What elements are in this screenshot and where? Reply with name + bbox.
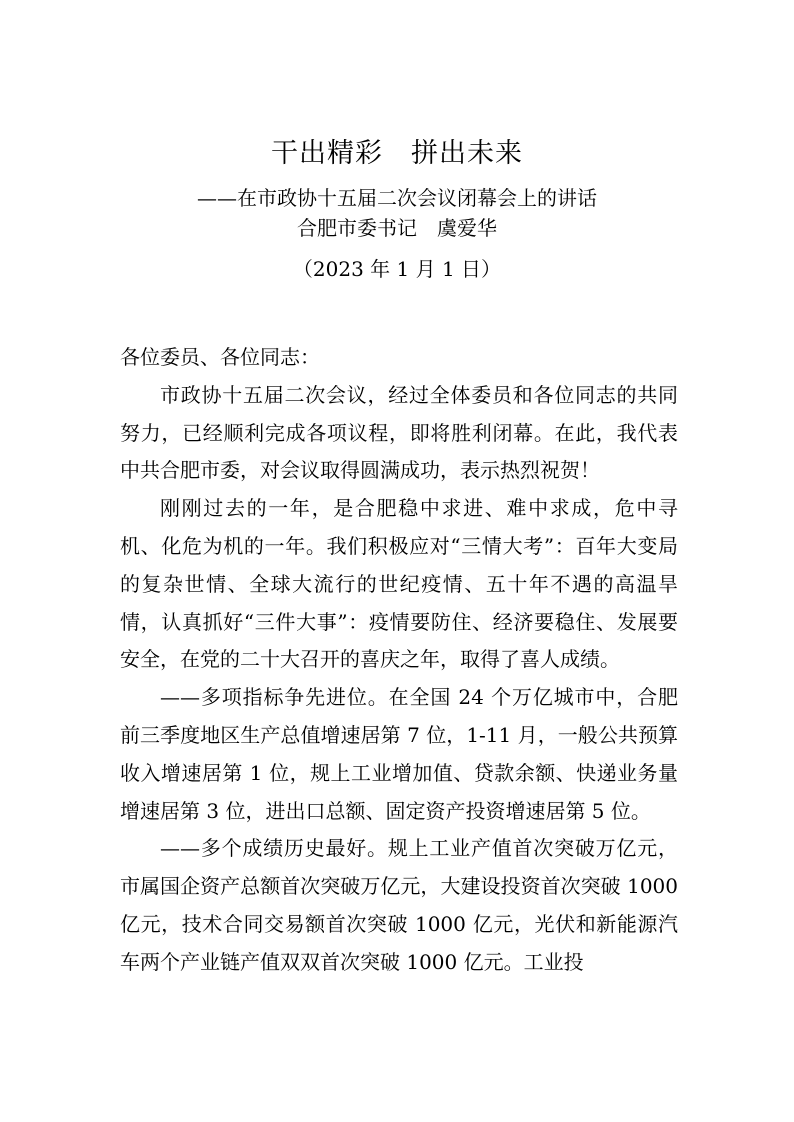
document-author: 合肥市委书记 虞爱华: [297, 216, 497, 240]
paragraph-4: ——多个成绩历史最好。规上工业产值首次突破万亿元，市属国企资产总额首次突破万亿元，大建设投资首次突破 1000 亿元，技术合同交易额首次突破 1000 亿元，光伏和新能源汽车两个产业链产值双双首次突破 1000 亿元。工业投: [120, 836, 678, 974]
paragraph-2: 刚刚过去的一年，是合肥稳中求进、难中求成，危中寻机、化危为机的一年。我们积极应对“三情大考”：百年大变局的复杂世情、全球大流行的世纪疫情、五十年不遇的高温旱情，认真抓好“三件大事”：疫情要防住、经济要稳住、发展要安全，在党的二十大召开的喜庆之年，取得了喜人成绩。: [120, 496, 678, 672]
document-date: （2023 年 1 月 1 日）: [292, 257, 502, 281]
document-body: [120, 339, 678, 982]
document-subtitle: ——在市政协十五届二次会议闭幕会上的讲话: [197, 186, 597, 210]
document-title: 干出精彩 拼出未来: [271, 138, 523, 169]
greeting: 各位委员、各位同志：: [120, 345, 320, 369]
paragraph-3: ——多项指标争先进位。在全国 24 个万亿城市中，合肥前三季度地区生产总值增速居第 7 位，1-11 月，一般公共预算收入增速居第 1 位，规上工业增加值、贷款余额、快递业务量增速居第 3 位，进出口总额、固定资产投资增速居第 5 位。: [120, 685, 678, 823]
paragraph-1: 市政协十五届二次会议，经过全体委员和各位同志的共同努力，已经顺利完成各项议程，即将胜利闭幕。在此，我代表中共合肥市委，对会议取得圆满成功，表示热烈祝贺！: [120, 382, 678, 483]
